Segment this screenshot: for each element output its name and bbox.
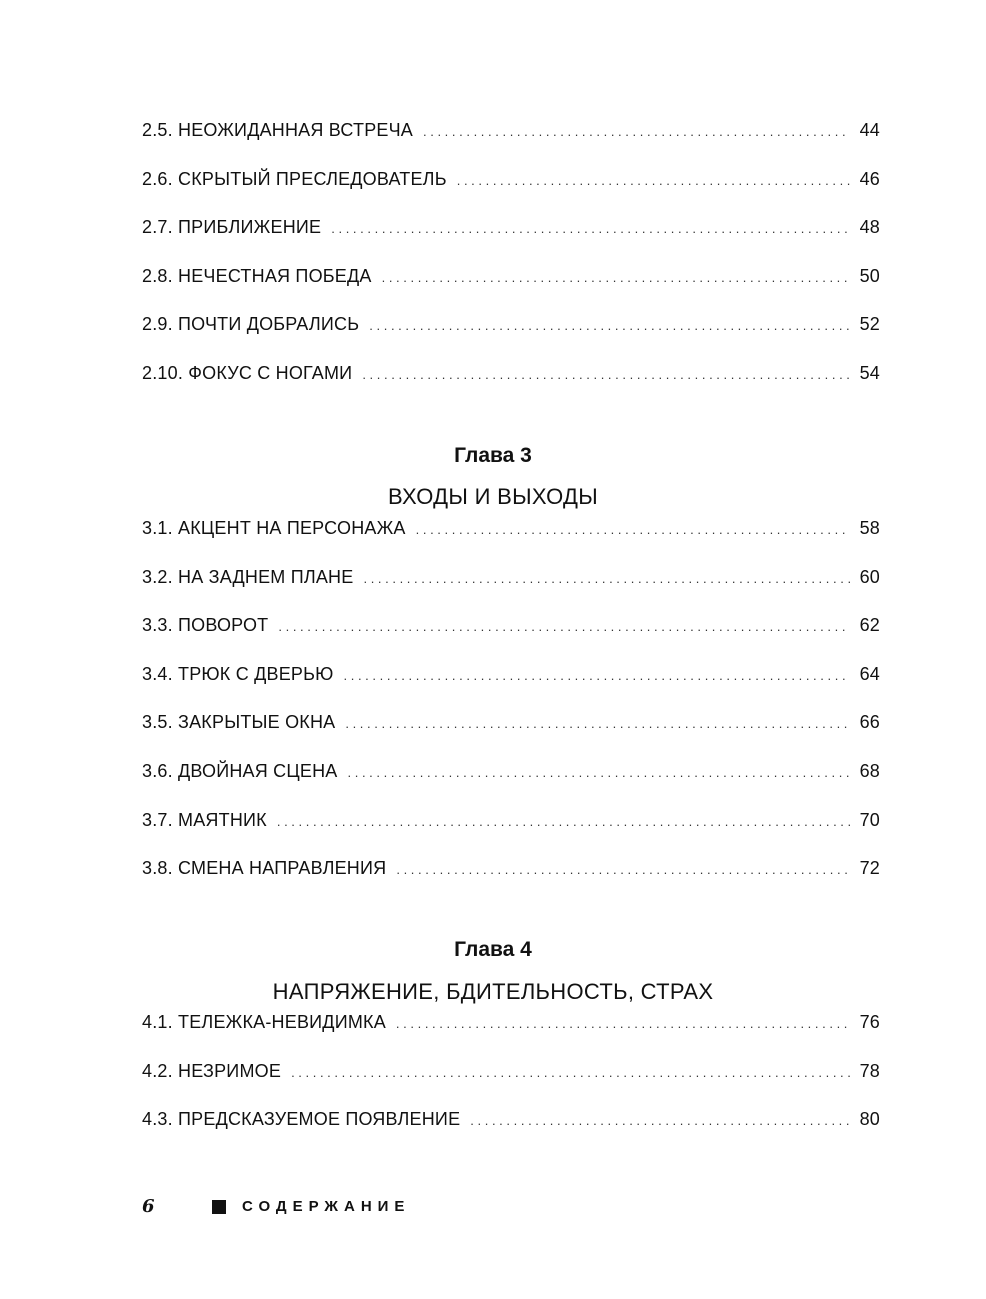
- dot-leader: [416, 522, 850, 537]
- toc-entry-3-1[interactable]: [142, 518, 880, 567]
- running-head: СОДЕРЖАНИЕ: [242, 1198, 411, 1215]
- toc-entry-2-9[interactable]: [142, 314, 880, 363]
- toc-entry-title: 3.3. ПОВОРОТ: [142, 615, 269, 636]
- toc-entry-page: 46: [859, 168, 880, 189]
- toc-entry-3-7[interactable]: [142, 810, 880, 859]
- toc-entry-title: 3.2. НА ЗАДНЕМ ПЛАНЕ: [142, 566, 354, 587]
- toc-entry-3-8[interactable]: [142, 858, 880, 907]
- toc-entry-title: 2.7. ПРИБЛИЖЕНИЕ: [142, 217, 322, 238]
- toc-entry-title: 2.6. СКРЫТЫЙ ПРЕСЛЕДОВАТЕЛЬ: [142, 168, 447, 189]
- dot-leader: [291, 1065, 850, 1080]
- dot-leader: [362, 367, 850, 382]
- toc-entry-title: 3.5. ЗАКРЫТЫЕ ОКНА: [142, 712, 336, 733]
- toc-entry-4-1[interactable]: [142, 1012, 880, 1061]
- toc-entry-page: 80: [859, 1109, 880, 1130]
- toc-entry-page: 50: [859, 265, 880, 286]
- toc-entry-2-6[interactable]: [142, 169, 880, 218]
- toc-entry-3-6[interactable]: [142, 761, 880, 810]
- toc-entry-2-8[interactable]: [142, 266, 880, 315]
- dot-leader: [348, 765, 851, 780]
- toc-entry-page: 52: [859, 314, 880, 335]
- toc-entry-page: 76: [859, 1012, 880, 1032]
- toc-section-chapter-4: [142, 1012, 880, 1158]
- toc-entry-page: 66: [859, 712, 880, 733]
- toc-entry-page: 44: [859, 120, 880, 140]
- dot-leader: [396, 1016, 850, 1031]
- toc-entry-title: 3.4. ТРЮК С ДВЕРЬЮ: [142, 663, 334, 684]
- dot-leader: [382, 270, 850, 285]
- toc-entry-page: 78: [859, 1060, 880, 1081]
- toc-entry-title: 3.7. МАЯТНИК: [142, 809, 267, 830]
- dot-leader: [363, 571, 850, 586]
- toc-entry-3-3[interactable]: [142, 615, 880, 664]
- toc-entry-title: 4.2. НЕЗРИМОЕ: [142, 1060, 282, 1081]
- chapter-3-label: Глава 3: [454, 444, 532, 467]
- toc-entry-4-3[interactable]: [142, 1109, 880, 1158]
- toc-entry-page: 70: [859, 809, 880, 830]
- square-bullet-icon: [212, 1200, 226, 1214]
- toc-entry-3-2[interactable]: [142, 567, 880, 616]
- toc-entry-title: 2.5. НЕОЖИДАННАЯ ВСТРЕЧА: [142, 120, 414, 140]
- dot-leader: [278, 619, 850, 634]
- toc-entry-page: 58: [859, 518, 880, 538]
- dot-leader: [331, 221, 850, 236]
- page-number: 6: [142, 1196, 155, 1217]
- toc-entry-title: 2.8. НЕЧЕСТНАЯ ПОБЕДА: [142, 265, 372, 286]
- toc-entry-page: 72: [859, 858, 880, 879]
- dot-leader: [277, 814, 850, 829]
- toc-entry-2-5[interactable]: [142, 120, 880, 169]
- toc-entry-title: 3.1. АКЦЕНТ НА ПЕРСОНАЖА: [142, 518, 406, 538]
- chapter-4-label: Глава 4: [454, 938, 532, 961]
- toc-entry-4-2[interactable]: [142, 1061, 880, 1110]
- dot-leader: [457, 173, 850, 188]
- toc-entry-title: 2.9. ПОЧТИ ДОБРАЛИСЬ: [142, 314, 360, 335]
- toc-entry-2-7[interactable]: [142, 217, 880, 266]
- toc-entry-page: 64: [859, 663, 880, 684]
- toc-entry-title: 2.10. ФОКУС С НОГАМИ: [142, 362, 353, 383]
- toc-section-chapter-3: [142, 518, 880, 907]
- toc-entry-title: 4.1. ТЕЛЕЖКА-НЕВИДИМКА: [142, 1012, 386, 1032]
- toc-entry-title: 4.3. ПРЕДСКАЗУЕМОЕ ПОЯВЛЕНИЕ: [142, 1109, 461, 1130]
- toc-entry-page: 48: [859, 217, 880, 238]
- dot-leader: [345, 716, 850, 731]
- toc-entry-page: 62: [859, 615, 880, 636]
- toc-entry-title: 3.8. СМЕНА НАПРАВЛЕНИЯ: [142, 858, 387, 879]
- dot-leader: [369, 318, 850, 333]
- toc-entry-page: 60: [859, 566, 880, 587]
- toc-entry-3-5[interactable]: [142, 712, 880, 761]
- toc-entry-page: 54: [859, 362, 880, 383]
- chapter-3-title: ВХОДЫ И ВЫХОДЫ: [388, 484, 598, 509]
- page-footer: [142, 1196, 410, 1217]
- dot-leader: [344, 668, 850, 683]
- dot-leader: [396, 862, 850, 877]
- toc-entry-3-4[interactable]: [142, 664, 880, 713]
- chapter-4-title: НАПРЯЖЕНИЕ, БДИТЕЛЬНОСТЬ, СТРАХ: [272, 979, 714, 1004]
- toc-entry-2-10[interactable]: [142, 363, 880, 412]
- toc-entry-title: 3.6. ДВОЙНАЯ СЦЕНА: [142, 760, 338, 781]
- toc-section-chapter-2: [142, 120, 880, 412]
- toc-entry-page: 68: [859, 760, 880, 781]
- dot-leader: [470, 1113, 850, 1128]
- dot-leader: [423, 124, 850, 139]
